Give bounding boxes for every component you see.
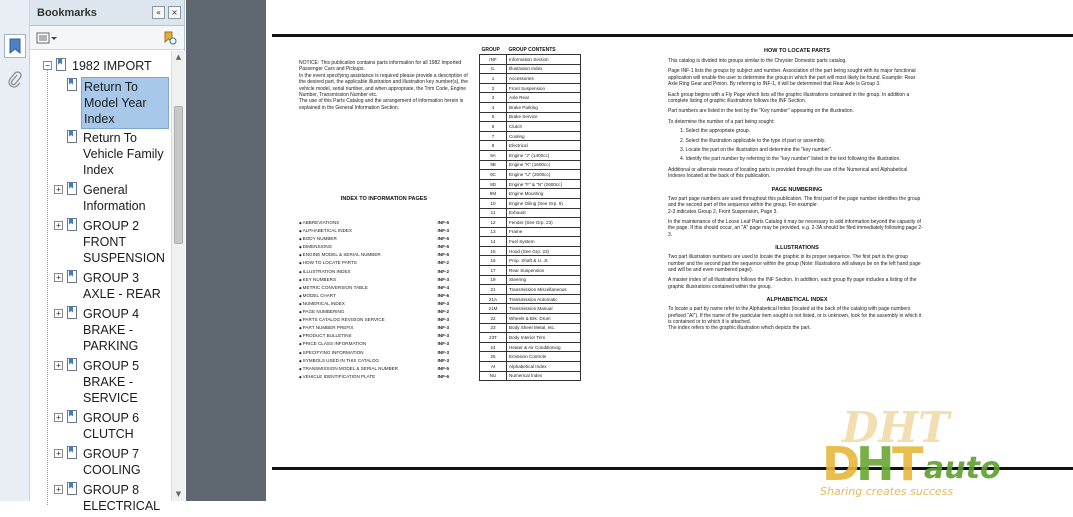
group-name: Engine Mounting <box>507 189 581 199</box>
expand-toggle-icon[interactable]: + <box>54 185 63 194</box>
index-row <box>299 332 449 340</box>
how-paragraph-3: Part numbers are listed in the text by the "Key number" appearing on the illustration. <box>668 108 854 115</box>
step-item: 4. Identify the part number by referring to the "key number" listed in the text following the illustration. <box>680 156 901 163</box>
group-name: Prop. Shaft & U. Jt. <box>507 256 581 266</box>
group-name: Clutch <box>507 122 581 132</box>
navigation-rail <box>0 0 30 501</box>
index-entry-page: INF-6 <box>437 373 449 379</box>
group-name: Accessories <box>507 74 581 84</box>
group-name: Emission Controls <box>507 352 581 362</box>
group-row <box>480 237 581 247</box>
index-row <box>299 227 449 235</box>
expand-toggle-icon[interactable]: + <box>54 413 63 422</box>
group-row <box>480 294 581 304</box>
group-name: Exhaust <box>507 208 581 218</box>
how-paragraph-5: Additional or alternate means of locating parts is provided through the use of the Numerical and Alphabetical Indexes located at the back of this publication. <box>668 166 908 180</box>
group-name: Axle Rear <box>507 93 581 103</box>
bookmark-label: Return To Model Year Index <box>81 77 169 129</box>
illustrations-paragraph-1: Two part illustration numbers are used to locate the graphic in its proper sequence. The first part is the group number and the second part the sequence within the group (Note: Illustrations will always be on the left hand page and will be and even numbered page). <box>668 254 921 273</box>
group-code: 3 <box>480 93 507 103</box>
group-name: Cooling <box>507 131 581 141</box>
alphabetical-index-title: ALPHABETICAL INDEX <box>766 297 828 304</box>
index-entry-page: INF-5 <box>437 220 449 225</box>
group-row <box>480 83 581 93</box>
index-row <box>299 243 449 251</box>
group-name: Heater & Air Conditioning <box>507 342 581 352</box>
bookmark-label: General Information <box>83 183 146 213</box>
bookmark-label: GROUP 6 CLUTCH <box>83 411 140 441</box>
svg-text:D: D <box>822 437 861 491</box>
index-entry-name: ◆ HOW TO LOCATE PARTS <box>299 259 357 267</box>
bookmark-item[interactable] <box>30 217 171 269</box>
bookmarks-scrollbar[interactable] <box>171 51 185 501</box>
group-code: 21M <box>480 304 507 314</box>
index-row <box>299 365 449 373</box>
index-row <box>299 373 449 381</box>
index-row <box>299 340 449 348</box>
notice-text: NOTICE: This publication contains parts information for all 1982 Imported Passenger Cars and Pickups. In the event specifying assistance is required please provide a description of the desired part, the applicable illustration and illustration key number(s), the vehicle model, serial number, and when appropriate, the Trim Code, Engine Number, Transmission Number etc. The use of this Parts Catalog and the arrangement of information herein is explained in the General Information Section. <box>299 60 468 111</box>
group-name: Illustration Index <box>507 64 581 74</box>
bookmark-item[interactable] <box>30 77 171 129</box>
bookmark-label: GROUP 7 COOLING <box>83 447 141 477</box>
bookmark-page-icon <box>67 410 78 423</box>
index-entry-page: INF-2 <box>437 268 449 274</box>
group-code: INF <box>480 55 507 65</box>
index-row <box>299 276 449 284</box>
group-name: Fender (See Grp. 23) <box>507 218 581 228</box>
bookmark-page-icon <box>67 218 78 231</box>
group-row <box>480 141 581 151</box>
group-row <box>480 227 581 237</box>
index-entry-name: ◆ METRIC CONVERSION TABLE <box>299 284 368 292</box>
page-top-rule <box>272 34 1073 37</box>
scroll-thumb[interactable] <box>174 106 183 244</box>
group-row <box>480 179 581 189</box>
index-entry-page: INF-2 <box>437 309 449 315</box>
index-entry-name: ◆ PARTS CATALOG REVISION SERVICE <box>299 316 385 324</box>
watermark-tagline: Sharing creates success <box>820 485 954 498</box>
collapse-panel-button[interactable]: « <box>152 6 165 19</box>
group-code: 13 <box>480 227 507 237</box>
bookmark-page-icon <box>67 358 78 371</box>
index-entry-name: ◆ VEHICLE IDENTIFICATION PLATE <box>299 373 375 381</box>
group-column-header: GROUP <box>481 47 500 53</box>
group-row <box>480 304 581 314</box>
index-entry-page: INF-3 <box>437 300 449 306</box>
group-name: Information Section <box>507 55 581 65</box>
group-row <box>480 352 581 362</box>
group-name: Engine Oiling (See Grp. 9) <box>507 198 581 208</box>
bookmark-item[interactable] <box>30 269 171 305</box>
illustrations-paragraph-2: A master index of all illustrations follows the INF Section. In addition, each group fly page includes a listing of the graphic illustrations contained within the group. <box>668 277 917 290</box>
expand-toggle-icon[interactable]: + <box>54 485 63 494</box>
group-row <box>480 218 581 228</box>
group-name: Front Suspension <box>507 83 581 93</box>
bookmark-item[interactable] <box>30 305 171 357</box>
bookmark-page-icon <box>67 482 78 495</box>
group-row <box>480 189 581 199</box>
index-entry-page: INF-3 <box>437 357 449 363</box>
group-row <box>480 342 581 352</box>
page-numbering-paragraph-2: In the maintenance of the Loose Leaf Parts Catalog it may be necessary to add information beyond the capacity of the page. If this should occur, an "A" page may be provided, e.g. 2-3A should be filed immediately following page 2-3. <box>668 218 923 238</box>
group-row <box>480 371 581 381</box>
group-name: Body Interior Trim <box>507 333 581 343</box>
bookmark-label: GROUP 8 ELECTRICAL <box>83 483 161 513</box>
group-code: 8 <box>480 141 507 151</box>
group-code: 9M <box>480 189 507 199</box>
collapse-toggle-icon[interactable]: − <box>43 61 52 70</box>
index-title: INDEX TO INFORMATION PAGES <box>340 196 428 202</box>
index-row <box>299 251 449 259</box>
contents-column-header: GROUP CONTENTS <box>508 47 556 53</box>
index-entry-name: ◆ PRODUCT BULLETINS <box>299 332 352 340</box>
index-row <box>299 324 449 332</box>
index-row <box>299 308 449 316</box>
index-row <box>299 268 449 276</box>
svg-text:DHT: DHT <box>842 403 950 452</box>
index-entry-page: INF-6 <box>437 292 449 298</box>
group-row <box>480 93 581 103</box>
group-name: Wheels & Brk. Drum <box>507 314 581 324</box>
group-row <box>480 170 581 180</box>
index-row <box>299 292 449 300</box>
bookmark-item[interactable] <box>30 357 171 409</box>
group-code: 7 <box>480 131 507 141</box>
group-name: Fuel System <box>507 237 581 247</box>
index-row <box>299 219 449 227</box>
index-entry-name: ◆ NUMERICAL INDEX <box>299 300 345 308</box>
how-to-locate-section <box>668 48 926 332</box>
group-code: 15 <box>480 246 507 256</box>
index-entry-name: ◆ ALPHABETICAL INDEX <box>299 227 352 235</box>
index-entry-name: ◆ PART NUMBER PREFIX <box>299 324 353 332</box>
group-row <box>480 150 581 160</box>
group-name: Transmission Miscellaneous <box>507 285 581 295</box>
scroll-up-arrow-icon[interactable]: ▲ <box>175 53 182 61</box>
index-entry-name: ◆ MODEL CHART <box>299 292 336 300</box>
expand-toggle-icon[interactable]: + <box>54 273 63 282</box>
index-entry-name: ◆ DIMENSIONS <box>299 243 332 251</box>
group-name: Transmission Manual <box>507 304 581 314</box>
group-row <box>480 112 581 122</box>
group-row <box>480 314 581 324</box>
index-entry-page: INF-3 <box>437 341 449 347</box>
expand-toggle-icon[interactable]: + <box>54 221 63 230</box>
group-code: 25 <box>480 352 507 362</box>
group-code: IL <box>480 64 507 74</box>
index-entry-page: INF-5 <box>437 236 449 242</box>
group-name: Engine "J" (1400cc) <box>507 150 581 160</box>
bookmarks-panel-title: Bookmarks <box>37 6 97 19</box>
index-entry-name: ◆ BODY NUMBER <box>299 235 337 243</box>
bookmark-item[interactable] <box>30 409 171 445</box>
group-code: 1 <box>480 74 507 84</box>
index-entry-name: ◆ PRICE CLASS INFORMATION <box>299 340 366 348</box>
step-item: 2. Select the illustration applicable to the type of part or assembly. <box>680 137 826 144</box>
group-row <box>480 198 581 208</box>
group-code: 21 <box>480 285 507 295</box>
group-name: Body Sheet Metal, etc. <box>507 323 581 333</box>
scroll-down-arrow-icon[interactable]: ▼ <box>175 490 182 498</box>
svg-text:auto: auto <box>924 451 1001 486</box>
bookmarks-panel-icon[interactable] <box>4 34 26 58</box>
how-to-locate-title: HOW TO LOCATE PARTS <box>764 48 830 54</box>
index-entry-name: ◆ SPECIFYING INFORMATION <box>299 349 364 357</box>
bookmarks-panel-header <box>30 0 184 26</box>
group-row <box>480 333 581 343</box>
group-code: 9D <box>480 179 507 189</box>
group-row <box>480 266 581 276</box>
group-row <box>480 285 581 295</box>
group-code: NU <box>480 371 507 381</box>
index-row <box>299 349 449 357</box>
close-panel-button[interactable]: × <box>168 6 181 19</box>
expand-bookmark-icon <box>162 30 178 46</box>
index-entry-page: INF-3 <box>437 349 449 355</box>
dhtauto-logo-icon <box>812 402 1067 500</box>
group-name: Electrical <box>507 141 581 151</box>
bookmark-item[interactable] <box>30 445 171 481</box>
index-entry-name: ◆ ABBREVIATIONS <box>299 219 339 227</box>
group-row <box>480 362 581 372</box>
index-entry-page: INF-4 <box>437 284 449 290</box>
bookmark-label: GROUP 2 FRONT SUSPENSION <box>83 219 165 265</box>
group-code: 12 <box>480 218 507 228</box>
step-item: 3. Locate the part on the illustration and determine the "key number". <box>680 147 833 154</box>
group-code: 9C <box>480 170 507 180</box>
group-name: Transmission Automatic <box>507 294 581 304</box>
group-code: 6 <box>480 122 507 132</box>
group-row <box>480 131 581 141</box>
group-code: 16 <box>480 256 507 266</box>
page-numbering-paragraph-1: Two part page numbers are used throughout this publication. The first part of the page number identifies the group and the second part of the sequence within the group. For example: 2-3 indicates Group 2, Front Suspension, Page 3. <box>668 195 921 215</box>
group-contents-table <box>479 47 581 381</box>
bookmark-tree <box>30 51 171 513</box>
group-code: AI <box>480 362 507 372</box>
group-row <box>480 160 581 170</box>
index-row <box>299 300 449 308</box>
group-code: 21A <box>480 294 507 304</box>
group-name: Hood (See Grp. 23) <box>507 246 581 256</box>
group-code: 23T <box>480 333 507 343</box>
index-entry-page: INF-3 <box>437 276 449 282</box>
group-row <box>480 246 581 256</box>
group-code: 4 <box>480 102 507 112</box>
index-row <box>299 316 449 324</box>
bookmark-label: GROUP 3 AXLE - REAR <box>83 271 161 301</box>
bookmark-label: GROUP 4 BRAKE - PARKING <box>83 307 140 353</box>
group-code: 5 <box>480 112 507 122</box>
index-entry-name: ◆ KEY NUMBERS <box>299 276 336 284</box>
index-entry-page: INF-5 <box>437 252 449 258</box>
bookmark-label: GROUP 5 BRAKE - SERVICE <box>83 359 140 405</box>
page-numbering-title: PAGE NUMBERING <box>771 186 823 193</box>
index-row <box>299 357 449 365</box>
bookmark-item[interactable] <box>30 57 171 77</box>
svg-text:T: T <box>892 437 924 491</box>
group-code: 22 <box>480 314 507 324</box>
group-name: Rear Suspension <box>507 266 581 276</box>
steps-list <box>668 128 926 163</box>
group-row <box>480 64 581 74</box>
information-index-list <box>299 219 449 381</box>
group-name: Alphabetical Index <box>507 362 581 372</box>
svg-text:H: H <box>856 437 895 491</box>
group-name: Brake Service <box>507 112 581 122</box>
bookmark-page-icon <box>67 78 78 91</box>
group-name: Engine "F" & "N" (2600cc) <box>507 179 581 189</box>
group-code: 11 <box>480 208 507 218</box>
group-name: Frame <box>507 227 581 237</box>
bookmark-label: Return To Vehicle Family Index <box>83 131 164 177</box>
group-row <box>480 323 581 333</box>
group-code: 9A <box>480 150 507 160</box>
bookmarks-panel <box>30 0 185 513</box>
bookmark-page-icon <box>67 182 78 195</box>
group-row <box>480 122 581 132</box>
bookmark-item[interactable] <box>30 481 171 517</box>
group-code: 19 <box>480 275 507 285</box>
group-code: 2 <box>480 83 507 93</box>
find-bookmark-button[interactable] <box>162 30 178 46</box>
index-entry-name: ◆ TRANSMISSION MODEL & SERIAL NUMBER <box>299 365 398 373</box>
index-entry-page: INF-5 <box>437 244 449 250</box>
how-paragraph-4: To determine the number of a part being sought: <box>668 118 775 125</box>
alphabetical-index-paragraph: To locate a part by name refer to the Alphabetical Index (located at the back of the catalog with page numbers prefixed "AI"). If the name of the particular item sought is not listed, or is unknown, look for the assembly in which it is contained or to which it is attached. The index refers to the graphic illustration which depicts the part. <box>668 306 922 332</box>
index-entry-page: INF-5 <box>437 365 449 371</box>
index-row <box>299 284 449 292</box>
how-paragraph-1: Page INF-1 lists the groups by subject and number. Association of the part being sought with its major functional application will enable the user to determine the group in which the part will most likely be found. Example: Rear Axle Ring Gear and Pinion. By referring to INF-1, it will be determined that Rear Axle is Group 3. <box>668 68 916 88</box>
step-item: 1. Select the appropriate group. <box>680 128 751 135</box>
bookmark-page-icon <box>67 130 78 143</box>
group-code: 23 <box>480 323 507 333</box>
bookmarks-toolbar <box>30 26 184 50</box>
bookmark-item[interactable] <box>30 129 171 181</box>
index-entry-page: INF-3 <box>437 325 449 331</box>
attachments-paperclip-icon[interactable] <box>4 68 26 92</box>
index-entry-name: ◆ ENGINE MODEL & SERIAL NUMBER <box>299 251 381 259</box>
index-entry-name: ◆ ILLUSTRATION INDEX <box>299 268 351 276</box>
expand-toggle-icon[interactable]: + <box>54 361 63 370</box>
group-code: 10 <box>480 198 507 208</box>
group-name: Engine "U" (2000cc) <box>507 170 581 180</box>
group-row <box>480 102 581 112</box>
group-code: 24 <box>480 342 507 352</box>
bookmark-label: 1982 IMPORT <box>72 59 152 73</box>
how-paragraph-2: Each group begins with a Fly Page which lists all the graphic illustrations contained in the group. In addition a complete listing of graphic illustrations follows the INF Section. <box>668 91 910 105</box>
group-name: Engine "K" (1600cc) <box>507 160 581 170</box>
bookmark-page-icon <box>67 270 78 283</box>
index-entry-page: INF-2 <box>437 260 449 266</box>
index-entry-name: ◆ SYMBOLS USED IN THIS CATALOG <box>299 357 379 365</box>
bookmark-page-icon <box>67 446 78 459</box>
group-row <box>480 74 581 84</box>
group-row <box>480 55 581 65</box>
index-entry-page: INF-3 <box>437 333 449 339</box>
group-code: 9B <box>480 160 507 170</box>
watermark-logo <box>812 402 1067 500</box>
index-entry-page: INF-3 <box>437 228 449 234</box>
group-code: 14 <box>480 237 507 247</box>
group-row <box>480 208 581 218</box>
index-row <box>299 235 449 243</box>
bookmark-page-icon <box>56 58 67 71</box>
group-name: Steering <box>507 275 581 285</box>
index-entry-name: ◆ PAGE NUMBERING <box>299 308 344 316</box>
bookmark-item[interactable] <box>30 181 171 217</box>
group-name: Numerical Index <box>507 371 581 381</box>
group-row <box>480 256 581 266</box>
how-intro: This catalog is divided into groups similar to the Chrysler Domestic parts catalog. <box>668 58 847 64</box>
group-code: 17 <box>480 266 507 276</box>
index-entry-page: INF-3 <box>437 317 449 323</box>
index-row <box>299 259 449 267</box>
options-menu-icon <box>36 31 58 45</box>
expand-toggle-icon[interactable]: + <box>54 449 63 458</box>
group-row <box>480 275 581 285</box>
bookmark-page-icon <box>67 306 78 319</box>
expand-toggle-icon[interactable]: + <box>54 309 63 318</box>
bookmark-options-button[interactable] <box>36 31 58 45</box>
group-name: Brake Parking <box>507 102 581 112</box>
illustrations-title: ILLUSTRATIONS <box>775 245 819 252</box>
